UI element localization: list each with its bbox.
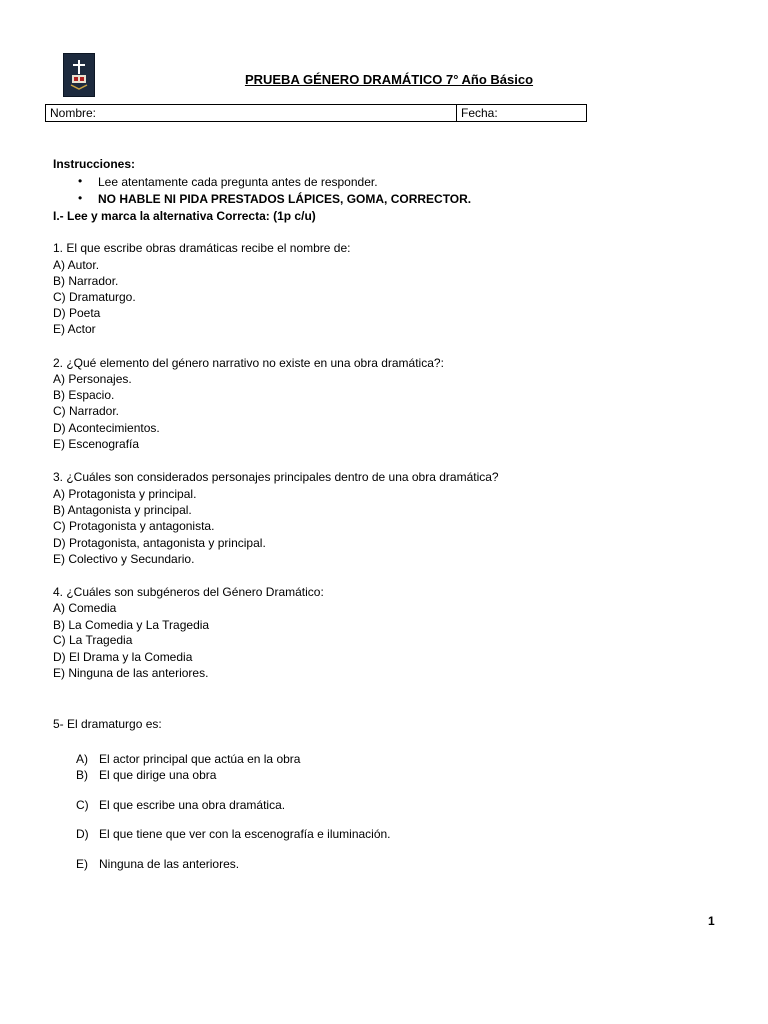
option-letter: B) <box>76 768 88 782</box>
bullet-glyph: • <box>78 191 83 205</box>
answer-option[interactable]: E) Ninguna de las anteriores. <box>53 666 209 680</box>
question-text: 2. ¿Qué elemento del género narrativo no existe en una obra dramática?: <box>53 356 444 370</box>
instructions-heading: Instrucciones: <box>53 157 136 171</box>
question-text: 3. ¿Cuáles son considerados personajes principales dentro de una obra dramática? <box>53 470 499 484</box>
answer-option[interactable]: D) Protagonista, antagonista y principal. <box>53 536 266 550</box>
answer-option[interactable]: C) Dramaturgo. <box>53 290 136 304</box>
answer-option[interactable]: D) Poeta <box>53 306 101 320</box>
name-field[interactable]: Nombre: <box>46 105 457 121</box>
option-letter: C) <box>76 798 89 812</box>
option-letter: A) <box>76 752 88 766</box>
page-number: 1 <box>708 914 715 928</box>
answer-option[interactable]: B) Narrador. <box>53 274 119 288</box>
question-text: 4. ¿Cuáles son subgéneros del Género Dramático: <box>53 585 324 599</box>
answer-option[interactable]: Ninguna de las anteriores. <box>99 857 240 871</box>
bullet-glyph: • <box>78 174 83 188</box>
answer-option[interactable]: B) La Comedia y La Tragedia <box>53 618 210 632</box>
option-letter: E) <box>76 857 88 871</box>
answer-option[interactable]: A) Personajes. <box>53 372 132 386</box>
answer-option[interactable]: D) El Drama y la Comedia <box>53 650 193 664</box>
date-field[interactable]: Fecha: <box>461 106 498 120</box>
answer-option[interactable]: El que tiene que ver con la escenografía e iluminación. <box>99 827 391 841</box>
answer-option[interactable]: C) Narrador. <box>53 404 120 418</box>
question-text: 1. El que escribe obras dramáticas recibe el nombre de: <box>53 241 351 255</box>
answer-option[interactable]: C) Protagonista y antagonista. <box>53 519 215 533</box>
answer-option[interactable]: B) Espacio. <box>53 388 115 402</box>
answer-option[interactable]: E) Actor <box>53 322 96 336</box>
student-info-row <box>45 104 587 122</box>
answer-option[interactable]: D) Acontecimientos. <box>53 421 160 435</box>
question-text: 5- El dramaturgo es: <box>53 717 162 731</box>
answer-option[interactable]: E) Colectivo y Secundario. <box>53 552 195 566</box>
answer-option[interactable]: El actor principal que actúa en la obra <box>99 752 301 766</box>
answer-option[interactable]: El que dirige una obra <box>99 768 217 782</box>
answer-option[interactable]: A) Comedia <box>53 601 117 615</box>
answer-option[interactable]: C) La Tragedia <box>53 633 133 647</box>
answer-option[interactable]: A) Protagonista y principal. <box>53 487 197 501</box>
answer-option[interactable]: B) Antagonista y principal. <box>53 503 192 517</box>
section-title: I.- Lee y marca la alternativa Correcta: (1p c/u) <box>53 209 316 223</box>
instruction-bullet: NO HABLE NI PIDA PRESTADOS LÁPICES, GOMA, CORRECTOR. <box>98 192 472 206</box>
answer-option[interactable]: A) Autor. <box>53 258 100 272</box>
instruction-bullet: Lee atentamente cada pregunta antes de responder. <box>98 175 378 189</box>
answer-option[interactable]: E) Escenografía <box>53 437 140 451</box>
page-title: PRUEBA GÉNERO DRAMÁTICO 7° Año Básico <box>244 72 534 87</box>
option-letter: D) <box>76 827 89 841</box>
answer-option[interactable]: El que escribe una obra dramática. <box>99 798 286 812</box>
